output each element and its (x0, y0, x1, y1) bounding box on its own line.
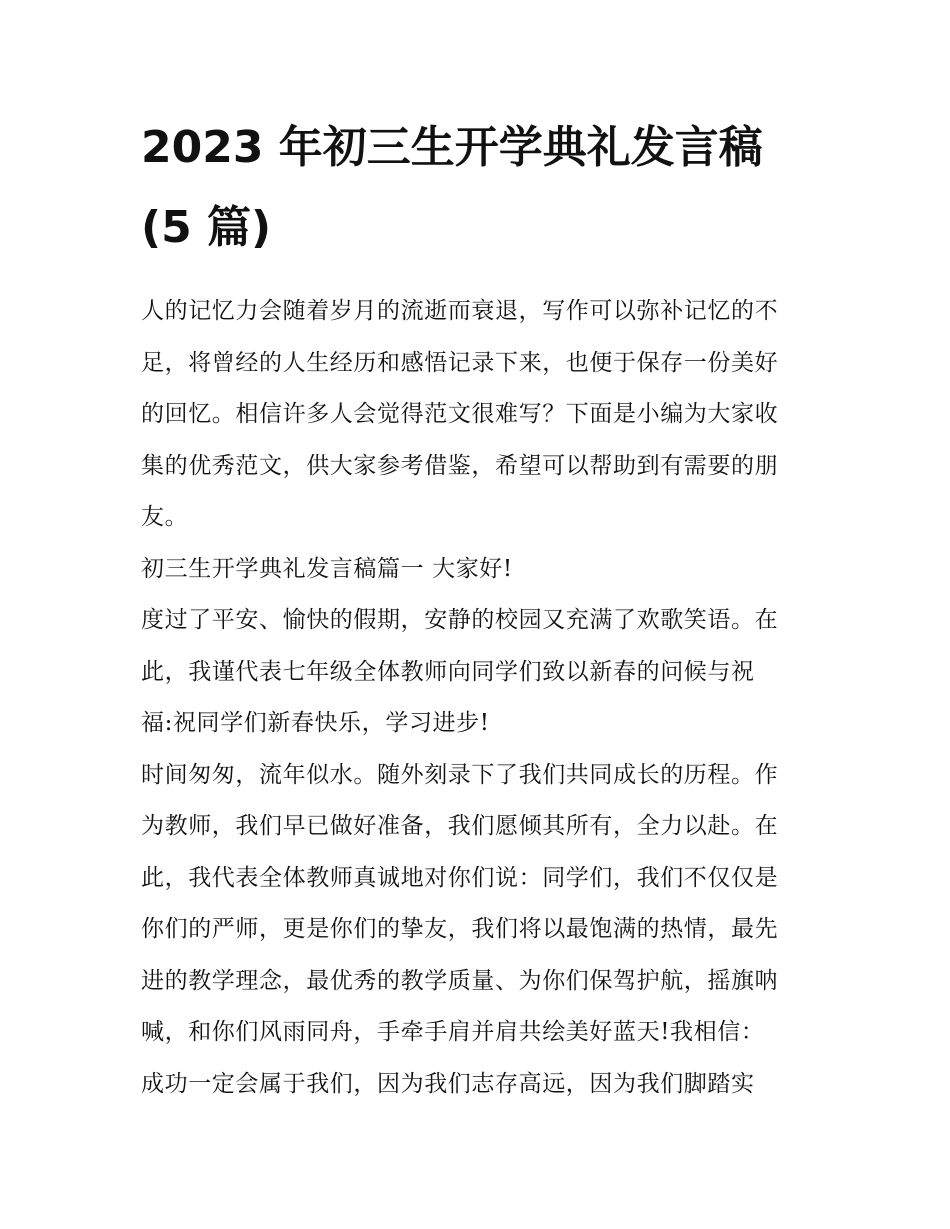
text-line: 你们的严师，更是你们的挚友，我们将以最饱满的热情，最先 (141, 916, 779, 942)
text-line: 时间匆匆，流年似水。随外刻录下了我们共同成长的历程。作 (141, 761, 779, 788)
text-line: 为教师，我们早已做好准备，我们愿倾其所有，全力以赴。在 (141, 813, 779, 839)
text-line: 集的优秀范文，供大家参考借鉴，希望可以帮助到有需要的朋 (141, 452, 779, 479)
text-line: 初三生开学典礼发言稿篇一 大家好! (141, 555, 513, 582)
text-line: 喊，和你们风雨同舟，手牵手肩并肩共绘美好蓝天!我相信： (141, 1019, 765, 1045)
text-line: 福:祝同学们新春快乐，学习进步! (141, 710, 490, 736)
body-paragraph (141, 750, 821, 1111)
text-line: 足，将曾经的人生经历和感悟记录下来，也便于保存一份美好 (141, 349, 779, 376)
greeting-paragraph (141, 595, 821, 750)
text-line: 度过了平安、愉快的假期，安静的校园又充满了欢歌笑语。在 (141, 607, 779, 633)
intro-paragraph (141, 286, 821, 544)
text-line: 此，我谨代表七年级全体教师向同学们致以新春的问候与祝 (141, 658, 755, 685)
text-line: 人的记忆力会随着岁月的流逝而衰退，写作可以弥补记忆的不 (141, 298, 779, 324)
speech-heading-paragraph (141, 544, 821, 596)
document-body (141, 286, 821, 1110)
text-line: 此，我代表全体教师真诚地对你们说：同学们，我们不仅仅是 (141, 864, 779, 891)
text-line: 进的教学理念，最优秀的教学质量、为你们保驾护航，摇旗呐 (141, 967, 779, 994)
text-line: 成功一定会属于我们，因为我们志存高远，因为我们脚踏实 (141, 1070, 755, 1097)
text-line: 友。 (141, 504, 189, 530)
document-page (141, 108, 821, 1110)
title-line-1: 2023 年初三生开学典礼发言稿 (141, 122, 763, 173)
document-title (141, 108, 821, 268)
text-line: 的回忆。相信许多人会觉得范文很难写？下面是小编为大家收 (141, 401, 779, 427)
title-line-2: (5 篇) (141, 202, 272, 253)
